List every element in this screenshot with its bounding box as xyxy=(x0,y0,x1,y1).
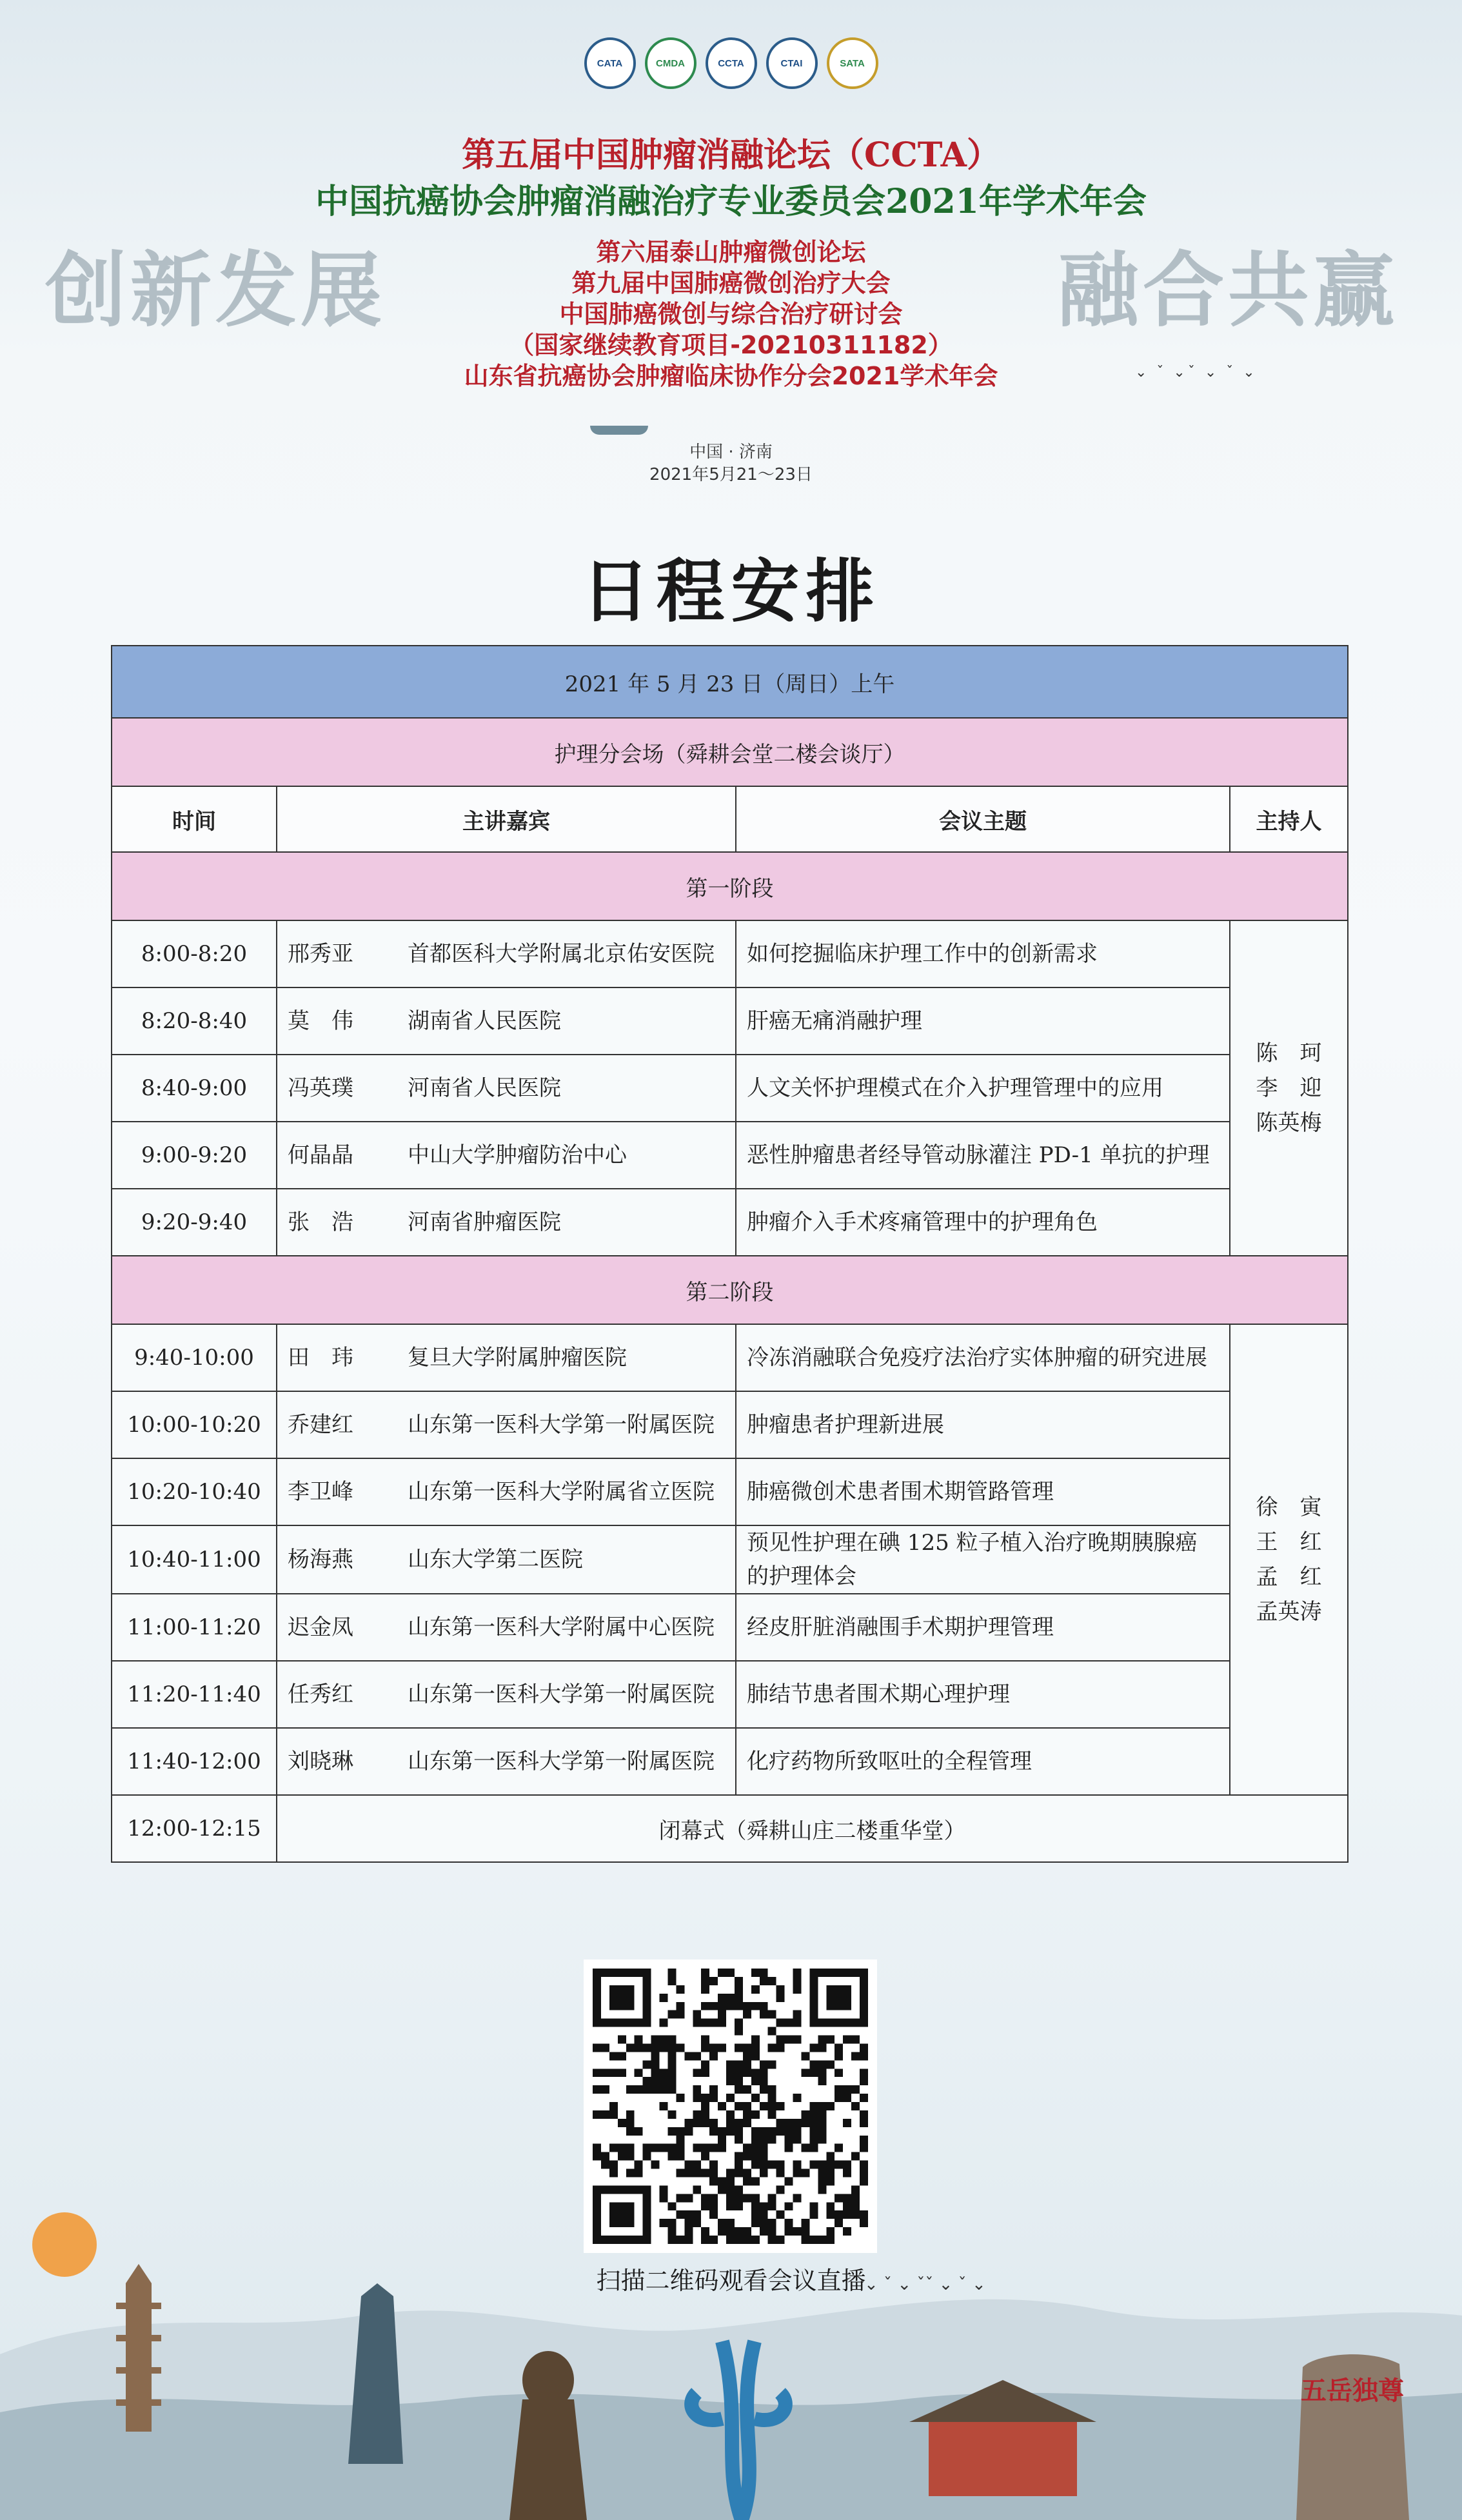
speaker-institution: 山东第一医科大学附属中心医院 xyxy=(408,1614,715,1640)
conference-title-2: 中国抗癌协会肿瘤消融治疗专业委员会2021年学术年会 xyxy=(315,182,1147,221)
taishan-stone-icon xyxy=(1296,2354,1409,2520)
speaker-name: 刘晓琳 xyxy=(288,1749,353,1774)
topic-cell: 如何挖掘临床护理工作中的创新需求 xyxy=(736,920,1230,987)
speaker-name: 迟金凤 xyxy=(288,1614,353,1640)
speaker-institution: 中山大学肿瘤防治中心 xyxy=(408,1142,627,1168)
qr-code-icon xyxy=(593,1969,868,2244)
speaker-institution: 河南省人民医院 xyxy=(408,1075,561,1101)
speaker-cell xyxy=(277,1458,736,1525)
slogan-right: 融合共赢 xyxy=(1058,243,1398,338)
table-row xyxy=(112,1458,1348,1525)
logo-icon: CMDA xyxy=(645,37,696,89)
venue-row xyxy=(112,718,1348,786)
skyscraper-icon xyxy=(348,2283,403,2464)
logo-icon: CATA xyxy=(584,37,636,89)
table-row xyxy=(112,1055,1348,1122)
speaker-cell xyxy=(277,1594,736,1661)
session-venue: 护理分会场（舜耕会堂二楼会谈厅） xyxy=(112,718,1348,786)
topic-cell: 肿瘤患者护理新进展 xyxy=(736,1391,1230,1458)
time-cell: 10:20-10:40 xyxy=(112,1458,277,1525)
speaker-name: 李卫峰 xyxy=(288,1479,353,1505)
table-row xyxy=(112,1324,1348,1391)
schedule-table xyxy=(111,645,1348,1863)
time-cell: 8:00-8:20 xyxy=(112,920,277,987)
speaker-cell xyxy=(277,987,736,1055)
topic-cell: 化疗药物所致呕吐的全程管理 xyxy=(736,1728,1230,1795)
column-header: 时间 xyxy=(112,786,277,852)
host-name: 陈 珂 xyxy=(1256,1040,1322,1066)
landmark-sign: 五岳独尊 xyxy=(1301,2376,1404,2406)
qr-caption: 扫描二维码观看会议直播 xyxy=(596,2267,866,2295)
topic-cell: 肿瘤介入手术疼痛管理中的护理角色 xyxy=(736,1189,1230,1256)
logo-icon: SATA xyxy=(827,37,878,89)
hosts-cell xyxy=(1230,920,1348,1256)
topic-cell: 肺结节患者围术期心理护理 xyxy=(736,1661,1230,1728)
time-cell: 10:00-10:20 xyxy=(112,1391,277,1458)
speaker-name: 何晶晶 xyxy=(288,1142,353,1168)
speaker-name: 乔建红 xyxy=(288,1412,353,1438)
speaker-institution: 复旦大学附属肿瘤医院 xyxy=(408,1345,627,1371)
table-row xyxy=(112,1594,1348,1661)
logo-icon: CCTA xyxy=(706,37,757,89)
conference-title-1: 第五届中国肿瘤消融论坛（CCTA） xyxy=(462,135,1000,175)
speaker-cell xyxy=(277,1189,736,1256)
table-row xyxy=(112,1391,1348,1458)
time-cell: 9:00-9:20 xyxy=(112,1122,277,1189)
logo-icon: CTAI xyxy=(766,37,818,89)
organizer-logos xyxy=(0,37,1462,89)
speaker-institution: 山东第一医科大学第一附属医院 xyxy=(408,1749,715,1774)
host-name: 陈英梅 xyxy=(1256,1110,1322,1136)
table-row xyxy=(112,1661,1348,1728)
column-header: 会议主题 xyxy=(736,786,1230,852)
time-cell: 11:40-12:00 xyxy=(112,1728,277,1795)
speaker-cell xyxy=(277,920,736,987)
speaker-name: 邢秀亚 xyxy=(288,941,353,967)
host-name: 王 红 xyxy=(1256,1529,1322,1555)
stage-row xyxy=(112,852,1348,920)
host-name: 孟 红 xyxy=(1256,1564,1322,1590)
table-row xyxy=(112,1189,1348,1256)
speaker-institution: 河南省肿瘤医院 xyxy=(408,1209,561,1235)
page-title: 日程安排 xyxy=(581,552,881,631)
topic-cell: 预见性护理在碘 125 粒子植入治疗晚期胰腺癌的护理体会 xyxy=(736,1525,1230,1594)
speaker-name: 田 玮 xyxy=(288,1345,353,1371)
speaker-institution: 首都医科大学附属北京佑安医院 xyxy=(408,941,715,967)
closing-row xyxy=(112,1795,1348,1862)
speaker-cell xyxy=(277,1728,736,1795)
time-cell: 11:20-11:40 xyxy=(112,1661,277,1728)
topic-cell: 冷冻消融联合免疫疗法治疗实体肿瘤的研究进展 xyxy=(736,1324,1230,1391)
host-name: 李 迎 xyxy=(1256,1075,1322,1101)
time-cell: 11:00-11:20 xyxy=(112,1594,277,1661)
speaker-name: 杨海燕 xyxy=(288,1547,353,1573)
speaker-cell xyxy=(277,1391,736,1458)
speaker-cell xyxy=(277,1661,736,1728)
city-landscape-illustration xyxy=(0,2206,1462,2520)
table-row xyxy=(112,1122,1348,1189)
speaker-name: 冯英璞 xyxy=(288,1075,353,1101)
topic-cell: 肺癌微创术患者围术期管路管理 xyxy=(736,1458,1230,1525)
speaker-name: 任秀红 xyxy=(288,1682,353,1707)
speaker-name: 莫 伟 xyxy=(288,1008,353,1034)
speaker-cell xyxy=(277,1122,736,1189)
time-cell: 10:40-11:00 xyxy=(112,1525,277,1594)
stage-label: 第一阶段 xyxy=(112,852,1348,920)
column-header: 主持人 xyxy=(1230,786,1348,852)
speaker-name: 张 浩 xyxy=(288,1209,353,1235)
host-name: 孟英涛 xyxy=(1256,1599,1322,1625)
time-cell: 9:40-10:00 xyxy=(112,1324,277,1391)
speaker-institution: 山东第一医科大学第一附属医院 xyxy=(408,1682,715,1707)
conference-title-7: 山东省抗癌协会肿瘤临床协作分会2021学术年会 xyxy=(464,362,998,390)
conference-title-5: 中国肺癌微创与综合治疗研讨会 xyxy=(559,300,903,328)
table-row xyxy=(112,1525,1348,1594)
conference-title-6: （国家继续教育项目-20210311182） xyxy=(509,331,953,359)
table-row xyxy=(112,920,1348,987)
speaker-institution: 山东第一医科大学附属省立医院 xyxy=(408,1479,715,1505)
stage-row xyxy=(112,1256,1348,1324)
topic-cell: 人文关怀护理模式在介入护理管理中的应用 xyxy=(736,1055,1230,1122)
speaker-institution: 湖南省人民医院 xyxy=(408,1008,561,1034)
speaker-cell xyxy=(277,1525,736,1594)
time-cell: 9:20-9:40 xyxy=(112,1189,277,1256)
table-header xyxy=(112,786,1348,852)
speaker-cell xyxy=(277,1324,736,1391)
time-cell: 8:20-8:40 xyxy=(112,987,277,1055)
speaker-institution: 山东大学第二医院 xyxy=(408,1547,583,1573)
dates: 2021年5月21～23日 xyxy=(649,465,813,484)
stage-label: 第二阶段 xyxy=(112,1256,1348,1324)
table-row xyxy=(112,987,1348,1055)
host-name: 徐 寅 xyxy=(1256,1494,1322,1520)
slogan-left: 创新发展 xyxy=(45,243,386,338)
topic-cell: 恶性肿瘤患者经导管动脉灌注 PD-1 单抗的护理 xyxy=(736,1122,1230,1189)
speaker-institution: 山东第一医科大学第一附属医院 xyxy=(408,1412,715,1438)
conference-title-4: 第九届中国肺癌微创治疗大会 xyxy=(571,269,891,297)
table-row xyxy=(112,1728,1348,1795)
hosts-cell xyxy=(1230,1324,1348,1795)
location: 中国 · 济南 xyxy=(689,442,773,462)
conference-title-3: 第六届泰山肿瘤微创论坛 xyxy=(596,238,866,266)
speaker-cell xyxy=(277,1055,736,1122)
birds-icon: ⌄ ˇ ⌄ˇ ⌄ ˇ ⌄ xyxy=(1135,364,1258,381)
time-cell: 8:40-9:00 xyxy=(112,1055,277,1122)
column-header: 主讲嘉宾 xyxy=(277,786,736,852)
session-date: 2021 年 5 月 23 日（周日）上午 xyxy=(112,646,1348,718)
birds-icon: ⌄ ˇ ⌄ ˇˇ ⌄ ˇ ⌄ xyxy=(864,2275,986,2294)
date-row xyxy=(112,646,1348,718)
time-cell: 12:00-12:15 xyxy=(112,1795,277,1862)
topic-cell: 肝癌无痛消融护理 xyxy=(736,987,1230,1055)
boat-icon xyxy=(590,426,648,435)
topic-cell: 经皮肝脏消融围手术期护理管理 xyxy=(736,1594,1230,1661)
sun-icon xyxy=(32,2212,97,2277)
closing-ceremony: 闭幕式（舜耕山庄二楼重华堂） xyxy=(277,1795,1348,1862)
